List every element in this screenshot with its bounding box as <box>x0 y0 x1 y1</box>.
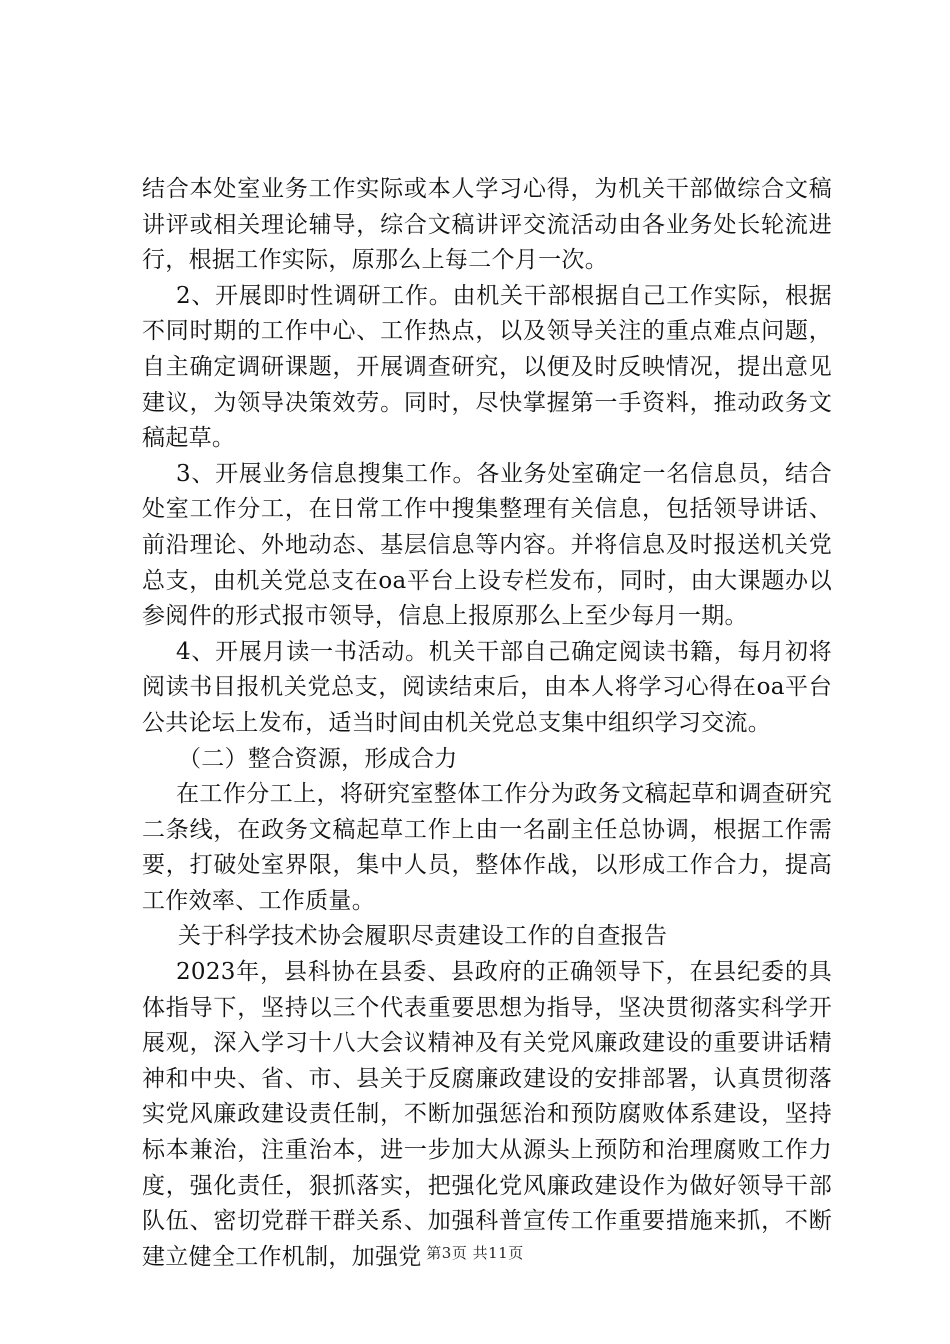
paragraph-item-4: 4、开展月读一书活动。机关干部自己确定阅读书籍，每月初将阅读书目报机关党总支，阅读结束后，由本人将学习心得在oa平台公共论坛上发布，适当时间由机关党总支集中组织学习交流。 <box>142 638 832 736</box>
paragraph-continuation: 结合本处室业务工作实际或本人学习心得，为机关干部做综合文稿讲评或相关理论辅导，综合文稿讲评交流活动由各业务处长轮流进行，根据工作实际，原那么上每二个月一次。 <box>142 176 832 274</box>
report-title: 关于科学技术协会履职尽责建设工作的自查报告 <box>178 923 668 950</box>
section-heading: （二）整合资源，形成合力 <box>178 745 458 772</box>
paragraph-item-3: 3、开展业务信息搜集工作。各业务处室确定一名信息员，结合处室工作分工，在日常工作中搜集整理有关信息，包括领导讲话、前沿理论、外地动态、基层信息等内容。并将信息及时报送机关党总支，由机关党总支在oa平台上设专栏发布，同时，由大课题办以参阅件的形式报市领导，信息上报原那么上至少每月一期。 <box>142 460 832 630</box>
paragraph-division-of-work: 在工作分工上，将研究室整体工作分为政务文稿起草和调查研究二条线，在政务文稿起草工作上由一名副主任总协调，根据工作需要，打破处室界限，集中人员，整体作战，以形成工作合力，提高工作效率、工作质量。 <box>142 781 832 914</box>
paragraph-report-intro: 2023年，县科协在县委、县政府的正确领导下，在县纪委的具体指导下，坚持以三个代表重要思想为指导，坚决贯彻落实科学开展观，深入学习十八大会议精神及有关党风廉政建设的重要讲话精神和中央、省、市、县关于反腐廉政建设的安排部署，认真贯彻落实党风廉政建设责任制，不断加强惩治和预防腐败体系建设，坚持标本兼治，注重治本，进一步加大从源头上预防和治理腐败工作力度，强化责任，狠抓落实，把强化党风廉政建设作为做好领导干部队伍、密切党群干群关系、加强科普宣传工作重要措施来抓，不断建立健全工作机制，加强党 <box>142 959 832 1270</box>
paragraph-item-2: 2、开展即时性调研工作。由机关干部根据自己工作实际，根据不同时期的工作中心、工作热点，以及领导关注的重点难点问题，自主确定调研课题，开展调查研究，以便及时反映情况，提出意见建议，为领导决策效劳。同时，尽快掌握第一手资料，推动政务文稿起草。 <box>142 282 832 452</box>
document-body <box>142 172 832 1275</box>
page-number-footer: 第3页 共11页 <box>426 1244 524 1262</box>
